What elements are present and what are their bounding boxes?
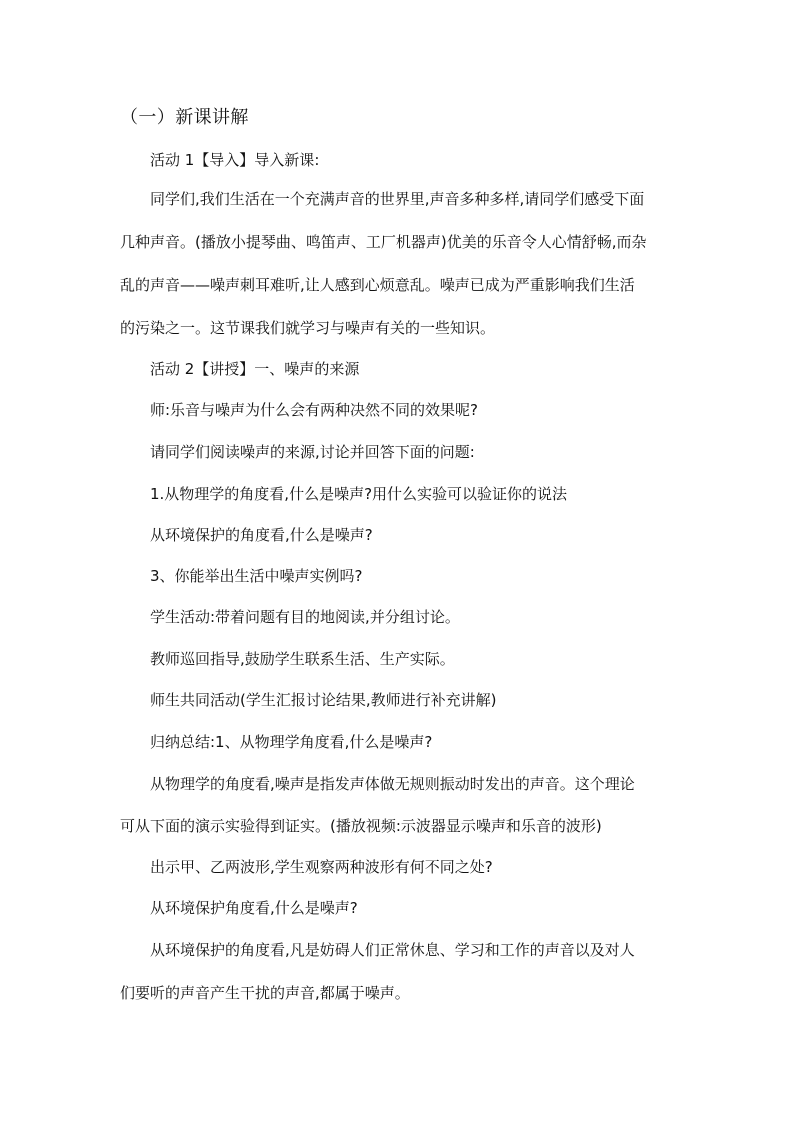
activity-2-title: 活动 2【讲授】一、噪声的来源 bbox=[150, 360, 360, 378]
intro-paragraph-line-1: 同学们,我们生活在一个充满声音的世界里,声音多种多样,请同学们感受下面 bbox=[150, 190, 645, 208]
question-1: 1.从物理学的角度看,什么是噪声?用什么实验可以验证你的说法 bbox=[150, 485, 568, 503]
question-3: 3、你能举出生活中噪声实例吗? bbox=[150, 567, 363, 585]
environmental-question: 从环境保护角度看,什么是噪声? bbox=[150, 899, 358, 917]
teacher-question: 师:乐音与噪声为什么会有两种决然不同的效果呢? bbox=[150, 401, 479, 419]
environmental-definition-line-2: 们要听的声音产生干扰的声音,都属于噪声。 bbox=[120, 984, 410, 1002]
physics-definition-line-1: 从物理学的角度看,噪声是指发声体做无规则振动时发出的声音。这个理论 bbox=[150, 775, 635, 793]
section-heading: （一）新课讲解 bbox=[120, 107, 249, 128]
intro-paragraph-line-4: 的污染之一。这节课我们就学习与噪声有关的一些知识。 bbox=[120, 319, 496, 337]
question-2: 从环境保护的角度看,什么是噪声? bbox=[150, 526, 373, 544]
intro-paragraph-line-2: 几种声音。(播放小提琴曲、鸣笛声、工厂机器声)优美的乐音令人心情舒畅,而杂 bbox=[120, 233, 647, 251]
joint-activity: 师生共同活动(学生汇报讨论结果,教师进行补充讲解) bbox=[150, 691, 497, 709]
physics-definition-line-2: 可从下面的演示实验得到证实。(播放视频:示波器显示噪声和乐音的波形) bbox=[120, 817, 602, 835]
student-activity: 学生活动:带着问题有目的地阅读,并分组讨论。 bbox=[150, 608, 460, 626]
summary-1: 归纳总结:1、从物理学角度看,什么是噪声? bbox=[150, 733, 433, 751]
environmental-definition-line-1: 从环境保护的角度看,凡是妨碍人们正常休息、学习和工作的声音以及对人 bbox=[150, 941, 635, 959]
waveform-comparison: 出示甲、乙两波形,学生观察两种波形有何不同之处? bbox=[150, 858, 493, 876]
teacher-guidance: 教师巡回指导,鼓励学生联系生活、生产实际。 bbox=[150, 650, 455, 668]
activity-1-title: 活动 1【导入】导入新课: bbox=[150, 151, 320, 169]
reading-instruction: 请同学们阅读噪声的来源,讨论并回答下面的问题: bbox=[150, 443, 475, 461]
intro-paragraph-line-3: 乱的声音——噪声刺耳难听,让人感到心烦意乱。噪声已成为严重影响我们生活 bbox=[120, 276, 635, 294]
